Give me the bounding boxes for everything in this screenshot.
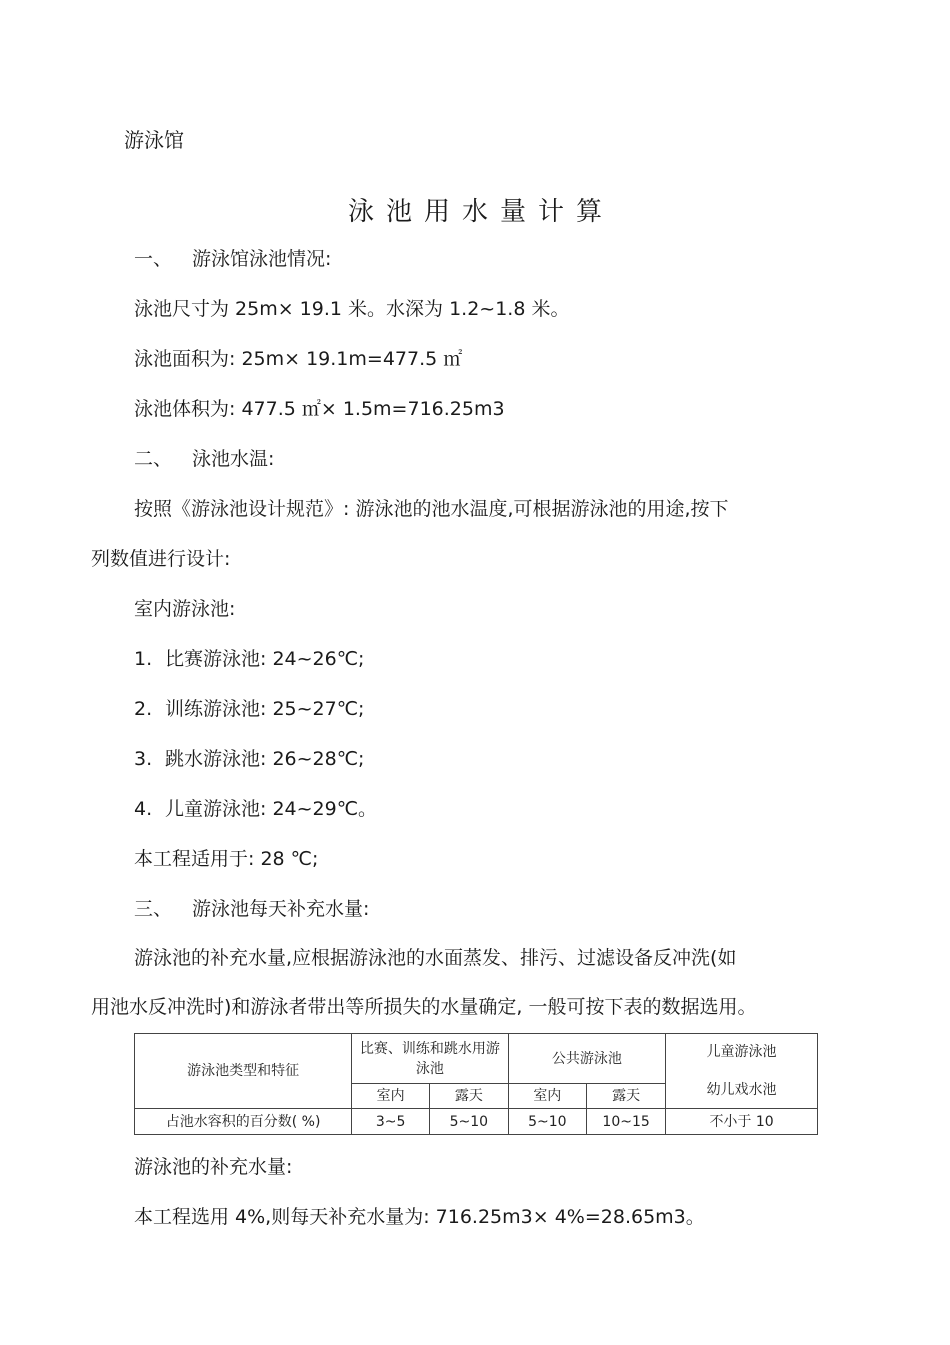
table-row [135,1109,818,1135]
list-item [134,647,364,671]
document-title: 泳池用水量计算 [347,197,614,227]
table-subheader-indoor: 室内 [508,1084,586,1109]
supply-paragraph-line-2: 用池水反冲洗时)和游泳者带出等所损失的水量确定, 一般可按下表的数据选用。 [91,996,757,1018]
table-cell: 3~5 [352,1109,430,1135]
table-header-kids-pool: 儿童游泳池 [706,1044,777,1060]
document-header: 游泳馆 [124,128,184,152]
table-cell: 不小于 10 [666,1109,818,1135]
pool-area-line: 泳池面积为: 25m× 19.1m=477.5 ㎡ [134,348,463,370]
table-header-toddler-pool: 幼儿戏水池 [706,1082,777,1098]
table-row-label: 占池水容积的百分数( %) [135,1109,352,1135]
section-1-number: 一、 [134,248,173,270]
table-header-public: 公共游泳池 [508,1034,666,1084]
temperature-paragraph-line-1: 按照《游泳池设计规范》: 游泳池的池水温度,可根据游泳池的用途,按下 [134,498,729,520]
supply-subheading: 游泳池的补充水量: [134,1156,293,1178]
section-1-title: 游泳馆泳池情况: [192,248,332,270]
pool-volume-line: 泳池体积为: 477.5 ㎡× 1.5m=716.25m3 [134,398,505,420]
table-header-type: 游泳池类型和特征 [135,1034,352,1109]
table-row [135,1034,818,1084]
list-item-text: 比赛游泳池: 24~26℃; [165,648,365,670]
list-item-number: 4. [134,798,153,820]
list-item-text: 儿童游泳池: 24~29℃。 [165,798,378,820]
section-3-title: 游泳池每天补充水量: [192,898,370,920]
temperature-paragraph-line-2: 列数值进行设计: [91,548,231,570]
table-cell: 5~10 [430,1109,508,1135]
list-item-number: 3. [134,748,153,770]
list-item [134,747,364,771]
supply-result-line: 本工程选用 4%,则每天补充水量为: 716.25m3× 4%=28.65m3。 [134,1206,705,1228]
table-subheader-outdoor: 露天 [587,1084,666,1109]
table-header-kids [666,1034,818,1109]
table-cell: 5~10 [508,1109,586,1135]
table-subheader-indoor: 室内 [352,1084,430,1109]
supply-paragraph-line-1: 游泳池的补充水量,应根据游泳池的水面蒸发、排污、过滤设备反冲洗(如 [134,947,737,969]
list-item [134,697,364,721]
table-cell: 10~15 [587,1109,666,1135]
applied-temperature-line: 本工程适用于: 28 ℃; [134,848,319,870]
section-2-title: 泳池水温: [192,448,275,470]
list-item-text: 跳水游泳池: 26~28℃; [165,748,365,770]
supply-water-table [134,1033,818,1135]
section-2-number: 二、 [134,448,173,470]
pool-size-line: 泳池尺寸为 25m× 19.1 米。水深为 1.2~1.8 米。 [134,298,570,320]
section-2-heading [134,447,274,471]
section-3-number: 三、 [134,898,173,920]
list-item-number: 2. [134,698,153,720]
list-item-number: 1. [134,648,153,670]
table-header-competition: 比赛、训练和跳水用游泳池 [352,1034,508,1084]
list-item-text: 训练游泳池: 25~27℃; [165,698,365,720]
indoor-pool-label: 室内游泳池: [134,598,236,620]
section-3-heading [134,897,369,921]
table-subheader-outdoor: 露天 [430,1084,508,1109]
list-item [134,797,377,821]
section-1-heading [134,247,331,271]
